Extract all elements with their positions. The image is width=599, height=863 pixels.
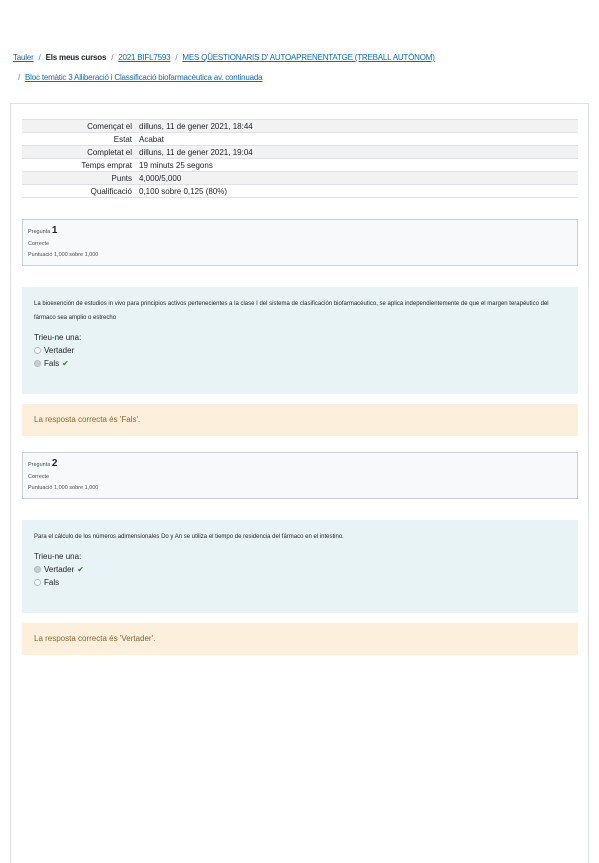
question-grade: Puntuació 1,000 sobre 1,000 [28,252,99,258]
correct-check-icon: ✔ [62,359,69,368]
answer-prompt: Trieu-ne una: [34,552,82,561]
summary-row [22,133,578,146]
breadcrumb-link-course[interactable]: 2021 BIFL7593 [118,53,171,62]
question-2-formulation [22,520,578,613]
question-1-feedback: La resposta correcta és 'Fals'. [22,404,578,436]
option-label: Fals [44,359,60,368]
question-2-info [22,452,578,499]
question-grade: Puntuació 1,000 sobre 1,000 [28,485,99,491]
option-label: Vertader [44,346,75,355]
summary-label: Estat [113,134,132,144]
breadcrumb [13,51,588,85]
breadcrumb-separator: / [175,53,178,62]
summary-row [22,159,578,172]
summary-label: Completat el [87,147,132,157]
summary-value: 19 minuts 25 segons [139,160,213,170]
option-label: Fals [44,578,60,587]
question-2-feedback: La resposta correcta és 'Vertader'. [22,623,578,655]
attempt-summary-table [22,119,578,198]
breadcrumb-separator: / [111,53,114,62]
radio-checked[interactable] [34,566,41,573]
radio-checked[interactable] [34,360,41,367]
question-number: 2 [51,458,58,469]
question-state: Correcte [28,241,50,247]
breadcrumb-item-my-courses: Els meus cursos [45,53,107,62]
question-1-info [22,219,578,266]
answer-option-false[interactable] [34,578,566,587]
question-text: Para el cálculo de los números adimensionales Do y An se utiliza el tiempo de residencia del fármaco en el intestino. [34,534,344,540]
question-label: Pregunta [28,229,51,235]
summary-value: dilluns, 11 de gener 2021, 18:44 [139,121,253,131]
question-text: La bioexención de estudios in vivo para principios activos pertenecientes a la clase I del sistema de clasificación biofarmacéutico, se aplica independientemente de que el margen terapéutico del fármaco sea amplio o estrecho [34,301,549,321]
summary-label: Temps emprat [81,160,132,170]
summary-label: Punts [111,173,132,183]
question-1-formulation [22,287,578,394]
summary-value: 0,100 sobre 0,125 (80%) [139,186,228,196]
breadcrumb-separator: / [18,73,21,82]
breadcrumb-link-section[interactable]: MES QÜESTIONARIS D' AUTOAPRENENTATGE (TREBALL AUTÒNOM) [182,53,435,62]
answer-option-true[interactable] [34,565,566,574]
answer-prompt: Trieu-ne una: [34,333,82,342]
breadcrumb-separator: / [38,53,41,62]
question-number: 1 [51,225,58,236]
answer-option-false[interactable] [34,359,566,368]
radio-unchecked[interactable] [34,347,41,354]
option-label: Vertader [44,565,75,574]
correct-check-icon: ✔ [77,565,84,574]
summary-row [22,185,578,198]
summary-row [22,172,578,185]
breadcrumb-link-tauler[interactable]: Tauler [13,53,34,62]
summary-label: Qualificació [90,186,132,196]
question-label: Pregunta [28,462,51,468]
breadcrumb-link-quiz[interactable]: Bloc temàtic 3 Alliberació i Classificació biofarmacèutica av. continuada [25,73,263,82]
summary-value: 4,000/5,000 [139,173,182,183]
summary-value: dilluns, 11 de gener 2021, 19:04 [139,147,253,157]
summary-label: Començat el [87,121,132,131]
radio-unchecked[interactable] [34,579,41,586]
summary-row [22,146,578,159]
summary-value: Acabat [139,134,164,144]
question-state: Correcte [28,474,50,480]
summary-row [22,120,578,133]
answer-option-true[interactable] [34,346,566,355]
